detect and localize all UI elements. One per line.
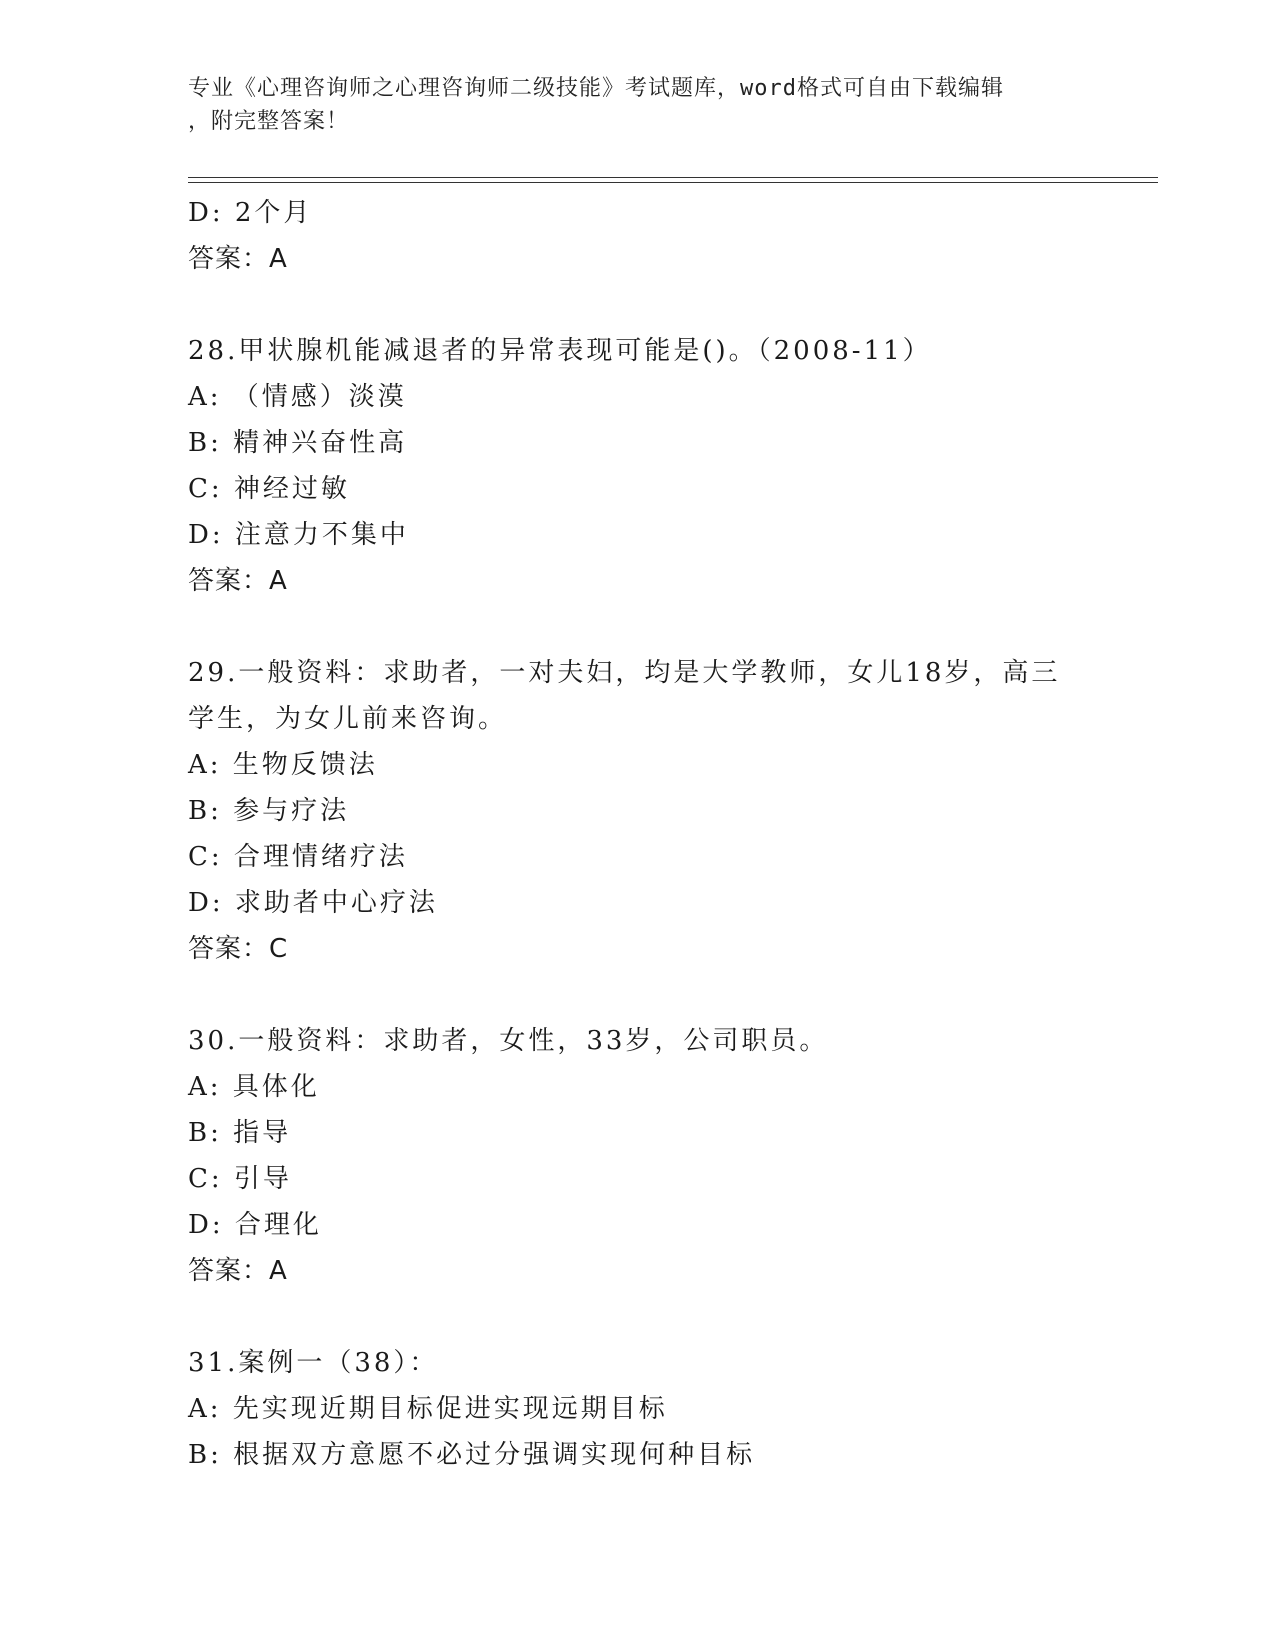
question-block-30 — [188, 1018, 1088, 1294]
question-text — [188, 1018, 1068, 1064]
document-header — [188, 72, 1068, 138]
question-line: 28.甲状腺机能减退者的异常表现可能是()。（2008-11） — [188, 336, 932, 366]
option-b: B: 指导 — [188, 1118, 292, 1148]
option-b: B: 参与疗法 — [188, 796, 350, 826]
question-line: 学生，为女儿前来咨询。 — [188, 704, 508, 734]
answer-line: 答案：A — [188, 566, 288, 596]
answer-line: 答案：A — [188, 244, 288, 274]
question-block-31 — [188, 1340, 1088, 1478]
option-d: D: 注意力不集中 — [188, 520, 409, 550]
header-divider-top — [188, 177, 1158, 178]
answer-line: 答案：A — [188, 1256, 288, 1286]
question-text — [188, 1340, 1068, 1386]
option-a: A: （情感）淡漠 — [188, 382, 407, 412]
option-a: A: 先实现近期目标促进实现远期目标 — [188, 1394, 668, 1424]
answer-line: 答案：C — [188, 934, 289, 964]
option-c: C: 神经过敏 — [188, 474, 350, 504]
question-text — [188, 650, 1068, 742]
question-block-prev — [188, 190, 1088, 282]
option-c: C: 合理情绪疗法 — [188, 842, 408, 872]
option-d: D: 合理化 — [188, 1210, 322, 1240]
question-line: 30.一般资料：求助者，女性，33岁，公司职员。 — [188, 1026, 829, 1056]
option-c: C: 引导 — [188, 1164, 292, 1194]
option-d: D: 求助者中心疗法 — [188, 888, 438, 918]
option-a: A: 具体化 — [188, 1072, 320, 1102]
question-block-29 — [188, 650, 1088, 972]
question-line: 31.案例一（38）： — [188, 1348, 439, 1378]
option-b: B: 根据双方意愿不必过分强调实现何种目标 — [188, 1440, 756, 1470]
option-a: A: 生物反馈法 — [188, 750, 378, 780]
question-line: 29.一般资料：求助者，一对夫妇，均是大学教师，女儿18岁，高三 — [188, 658, 1061, 688]
question-block-28 — [188, 328, 1088, 604]
header-divider-bottom — [188, 182, 1158, 183]
question-text — [188, 328, 1068, 374]
header-line-1: 专业《心理咨询师之心理咨询师二级技能》考试题库，word格式可自由下载编辑 — [188, 76, 1004, 101]
header-line-2: ，附完整答案！ — [188, 109, 350, 134]
option-b: B: 精神兴奋性高 — [188, 428, 408, 458]
question-list — [188, 190, 1088, 1478]
option-d: D: 2个月 — [188, 198, 313, 228]
